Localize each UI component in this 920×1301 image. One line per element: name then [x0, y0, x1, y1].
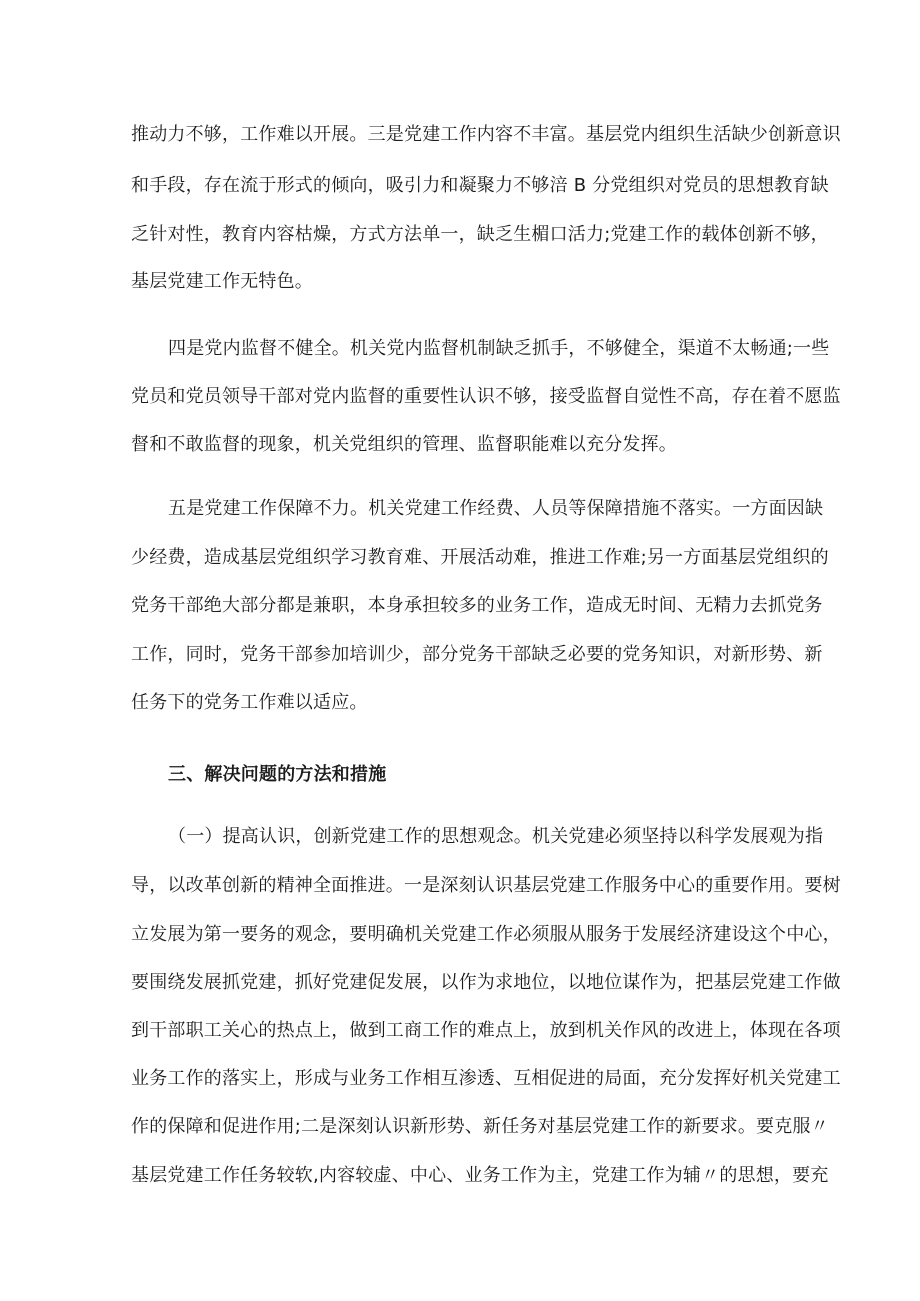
paragraph-line: 四是党内监督不健全。机关党内监督机制缺乏抓手，不够健全，渠道不太畅通;一些	[168, 338, 830, 359]
paragraph-line: 推动力不够，工作难以开展。三是党建工作内容不丰富。基层党内组织生活缺少创新意识	[131, 124, 841, 145]
paragraph-line: 乏针对性，教育内容枯燥，方式方法单一，缺乏生楣口活力;党建工作的载体创新不够，	[131, 224, 829, 245]
paragraph-line: 任务下的党务工作难以适应。	[131, 692, 368, 713]
paragraph-line: 少经费，造成基层党组织学习教育难、开展活动难，推进工作难;另一方面基层党组织的	[131, 547, 829, 568]
paragraph-line: 党员和党员领导干部对党内监督的重要性认识不够，接受监督自觉性不高，存在着不愿监	[131, 386, 841, 407]
paragraph-line: 业务工作的落实上，形成与业务工作相互渗透、互相促进的局面，充分发挥好机关党建工	[131, 1068, 841, 1089]
paragraph-line: 到干部职工关心的热点上，做到工商工作的难点上，放到机关作风的改进上，体现在各项	[131, 1020, 841, 1041]
paragraph-line: 五是党建工作保障不力。机关党建工作经费、人员等保障措施不落实。一方面因缺	[168, 498, 824, 519]
paragraph-line: 督和不敢监督的现象，机关党组织的管理、监督职能难以充分发挥。	[131, 434, 677, 455]
paragraph-line: 基层党建工作任务较软,内容较虚、中心、业务工作为主，党建工作为辅〃的思想，要充	[131, 1165, 829, 1186]
paragraph-line: 基层党建工作无特色。	[131, 271, 313, 292]
paragraph-line: 导，以改革创新的精神全面推进。一是深刻认识基层党建工作服务中心的重要作用。要树	[131, 875, 841, 896]
paragraph-line: 工作，同时，党务干部参加培训少，部分党务干部缺乏必要的党务知识，对新形势、新	[131, 644, 823, 665]
section-heading: 三、解决问题的方法和措施	[168, 764, 387, 785]
paragraph-line: 和手段，存在流于形式的倾向，吸引力和凝聚力不够涪 B 分党组织对党员的思想教育缺	[131, 175, 829, 196]
paragraph-line: （一）提高认识，创新党建工作的思想观念。机关党建必须坚持以科学发展观为指	[168, 826, 824, 847]
paragraph-line: 党务干部绝大部分都是兼职，本身承担较多的业务工作，造成无时间、无精力去抓党务	[131, 595, 823, 616]
paragraph-line: 要围绕发展抓党建，抓好党建促发展，以作为求地位，以地位谋作为，把基层党建工作做	[131, 972, 841, 993]
paragraph-line: 立发展为第一要务的观念，要明确机关党建工作必须服从服务于发展经济建设这个中心，	[131, 924, 841, 945]
paragraph-line: 作的保障和促进作用;二是深刻认识新形势、新任务对基层党建工作的新要求。要克服〃	[131, 1116, 829, 1137]
